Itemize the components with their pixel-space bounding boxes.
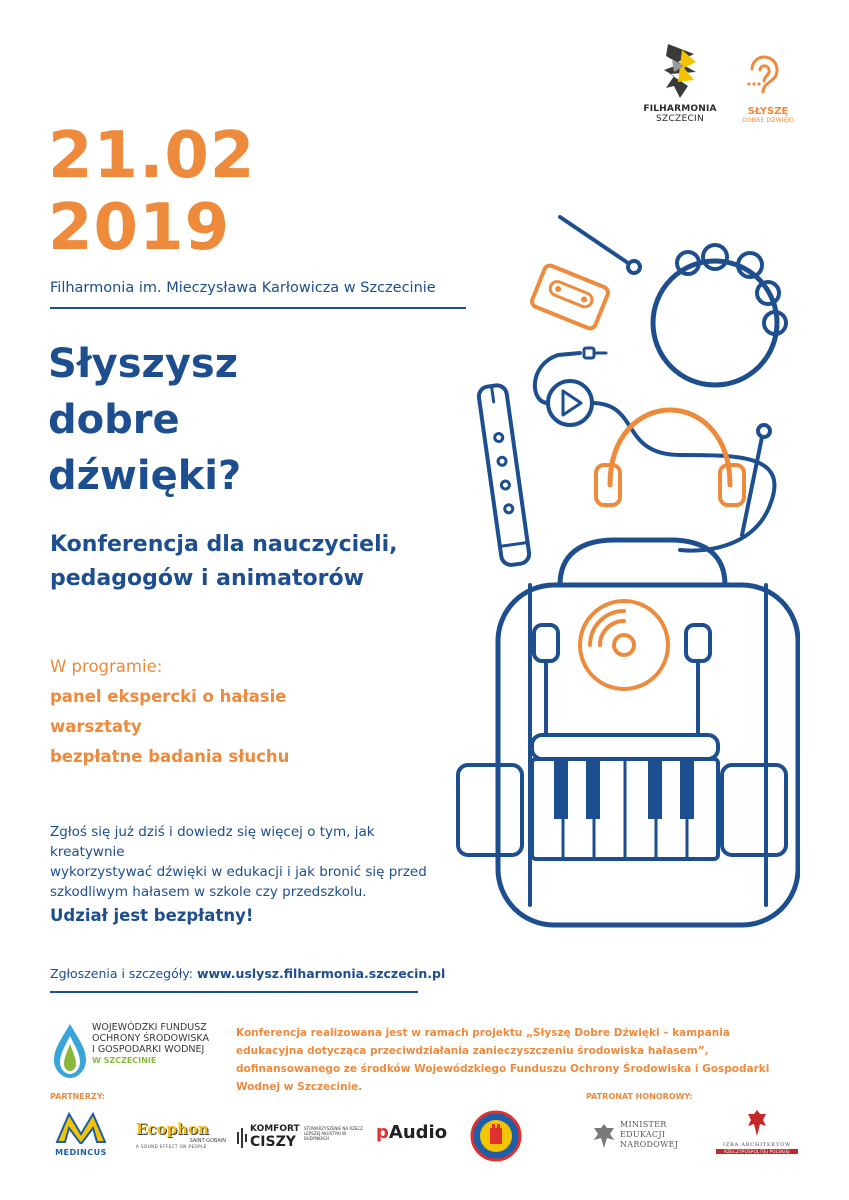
paudio-p: p [376,1122,389,1143]
fund-name-line: I GOSPODARKI WODNEJ [92,1044,205,1055]
event-date-day: 21.02 [48,119,256,193]
komfort-text: KOMFORT [250,1124,300,1134]
komfort-desc: STOWARZYSZENIE NA RZECZ LEPSZEJ AKUSTYKI W BUDYNKACH [304,1126,363,1141]
wfosigw-drop-icon [50,1022,90,1080]
slysze-logo [728,52,808,124]
free-participation-note: Udział jest bezpłatny! [50,906,254,925]
minister-edukacji-logo [592,1118,692,1158]
invite-text [50,822,440,902]
contact-divider [50,991,418,993]
patronage-label: PATRONAT HONOROWY: [586,1092,693,1101]
backpack-icon [458,540,798,925]
minister-line: EDUKACJI [620,1130,666,1139]
piano-keyboard-icon [532,759,718,859]
ear-icon [743,52,793,102]
izba-name: IZBA ARCHITEKTÓW [723,1142,791,1148]
tambourine-icon [653,245,786,385]
program-heading: W programie: [50,657,163,676]
komfort-ciszy-icon [236,1126,248,1150]
fund-city: W SZCZECINIE [92,1056,157,1065]
medincus-emblem-icon [53,1108,109,1144]
izba-architektow-logo [716,1108,798,1158]
invite-line: wykorzystywać dźwięki w edukacji i jak bronić się przed [50,864,427,880]
ecophon-logo [136,1120,226,1149]
minister-text [620,1120,678,1150]
minister-line: MINISTER [620,1120,667,1129]
poster-subtitle [50,528,398,596]
partners-label: PARTNERZY: [50,1092,105,1101]
project-funding-note: Konferencja realizowana jest w ramach projektu „Słyszę Dobre Dźwięki – kampania edukacyjna dotycząca przeciwdziałania zanieczyszczeniu środowiska hałasem”, dofinansowanego ze środków Wojewódzkiego Funduszu Ochrony Środowiska i Gospodarki Wodnej w Szczecinie. [236,1027,770,1093]
slysze-logo-sub: DOBRE DŹWIĘKI [742,117,794,124]
poster-title-line: Słyszysz [48,341,238,387]
polish-eagle-icon [592,1122,616,1150]
venue-divider [50,307,466,309]
medincus-logo [48,1108,114,1157]
slysze-logo-name: SŁYSZĘ [747,106,789,117]
event-date-year: 2019 [48,191,231,265]
event-venue: Filharmonia im. Mieczysława Karłowicza w Szczecinie [50,280,436,296]
ciszy-text: CISZY [250,1134,296,1150]
cassette-icon [530,264,610,330]
filharmonia-logo-name: FILHARMONIA [643,104,717,114]
poster-title-line: dobre [48,397,180,443]
poster-title-line: dźwięki? [48,453,242,499]
backpack-illustration [450,205,800,945]
recorder-flute-icon [478,384,531,566]
program-item: bezpłatne badania słuchu [50,747,290,766]
program-section [50,652,289,772]
drumstick-icon [560,217,640,273]
izba-sub: RZECZYPOSPOLITEJ POLSKIEJ [716,1149,798,1154]
fund-name-line: WOJEWÓDZKI FUNDUSZ [92,1022,207,1033]
contact-label: Zgłoszenia i szczegóły: [50,966,197,981]
cd-disc-icon [580,601,668,689]
ecophon-tagline: A SOUND EFFECT ON PEOPLE [136,1144,207,1149]
filharmonia-logo-city: SZCZECIN [655,114,705,124]
poster-subtitle-line: Konferencja dla nauczycieli, [50,532,398,557]
minister-line: NARODOWEJ [620,1140,679,1149]
program-item: warsztaty [50,717,142,736]
ecophon-sub: SAINT-GOBAIN [189,1138,226,1144]
ecophon-logo-text: Ecophon [136,1120,209,1138]
filharmonia-flame-icon [660,40,700,100]
paudio-logo [376,1122,447,1143]
contact-url-link[interactable]: www.uslysz.filharmonia.szczecin.pl [196,966,446,981]
medincus-logo-text: MEDINCUS [55,1148,107,1157]
program-item: panel ekspercki o hałasie [50,687,287,706]
school-recz-logo [470,1110,522,1162]
eagle-crest-icon [746,1108,768,1138]
drumstick-icon [742,425,770,535]
paudio-text: Audio [388,1122,448,1143]
invite-line: Zgłoś się już dziś i dowiedz się więcej o tym, jak kreatywnie [50,824,375,860]
poster-title [48,336,241,504]
komfort-ciszy-logo [236,1124,364,1154]
contact-line [50,966,445,981]
poster-subtitle-line: pedagogów i animatorów [50,566,364,591]
filharmonia-logo [640,40,720,124]
invite-line: szkodliwym hałasem w szkole czy przedszkolu. [50,884,367,900]
fund-name-line: OCHRONY ŚRODOWISKA [92,1033,209,1044]
wfosigw-logo-text [92,1022,209,1066]
